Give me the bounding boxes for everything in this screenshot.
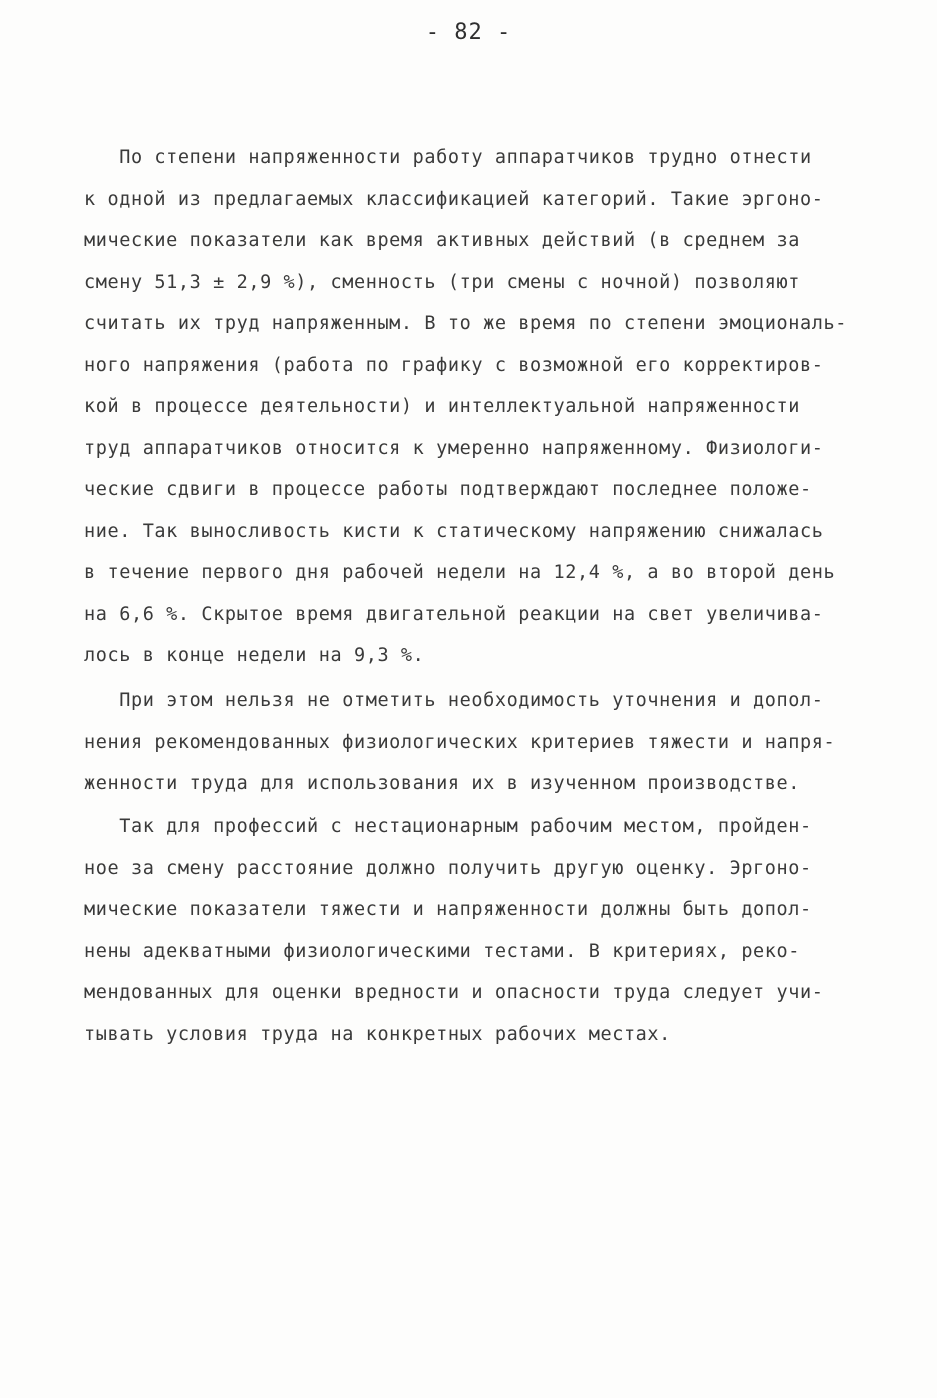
text-line: женности труда для использования их в изученном производстве. — [84, 773, 801, 794]
text-line: По степени напряженности работу аппаратчиков трудно отнести — [84, 147, 812, 168]
text-line: нения рекомендованных физиологических критериев тяжести и напря- — [84, 731, 836, 753]
text-line: лось в конце недели на 9,3 %. — [84, 645, 425, 666]
text-line: При этом нельзя не отметить необходимость уточнения и допол- — [84, 690, 824, 711]
paragraph-2 — [84, 680, 884, 805]
text-line: ческие сдвиги в процессе работы подтверждают последнее положе- — [84, 479, 812, 500]
text-line: мендованных для оценки вредности и опасности труда следует учи- — [84, 982, 824, 1003]
text-line: к одной из предлагаемых классификацией категорий. Такие эргоно- — [84, 188, 824, 210]
paragraph-1 — [84, 137, 884, 677]
text-line: смену 51,3 ± 2,9 %), сменность (три смены с ночной) позволяют — [84, 271, 801, 293]
text-line: кой в процессе деятельности) и интеллектуальной напряженности — [84, 396, 801, 417]
text-line: тывать условия труда на конкретных рабочих местах. — [84, 1023, 671, 1045]
text-line: Так для профессий с нестационарным рабочим местом, пройден- — [84, 816, 812, 837]
text-line: в течение первого дня рабочей недели на 12,4 %, а во второй день — [84, 562, 836, 583]
paragraph-3 — [84, 806, 884, 1055]
text-line: ние. Так выносливость кисти к статическому напряжению снижалась — [84, 520, 824, 542]
text-line: на 6,6 %. Скрытое время двигательной реакции на свет увеличива- — [84, 603, 824, 625]
text-line: мические показатели тяжести и напряженности должны быть допол- — [84, 899, 812, 920]
text-line: ное за смену расстояние должно получить другую оценку. Эргоно- — [84, 857, 812, 879]
text-line: нены адекватными физиологическими тестами. В критериях, реко- — [84, 940, 801, 962]
text-line: мические показатели как время активных действий (в среднем за — [84, 230, 801, 251]
text-line: считать их труд напряженным. В то же время по степени эмоциональ- — [84, 313, 847, 334]
text-line: ного напряжения (работа по графику с возможной его корректиров- — [84, 354, 824, 376]
page-number: - 82 - — [425, 20, 512, 45]
text-line: труд аппаратчиков относится к умеренно напряженному. Физиологи- — [84, 437, 824, 459]
